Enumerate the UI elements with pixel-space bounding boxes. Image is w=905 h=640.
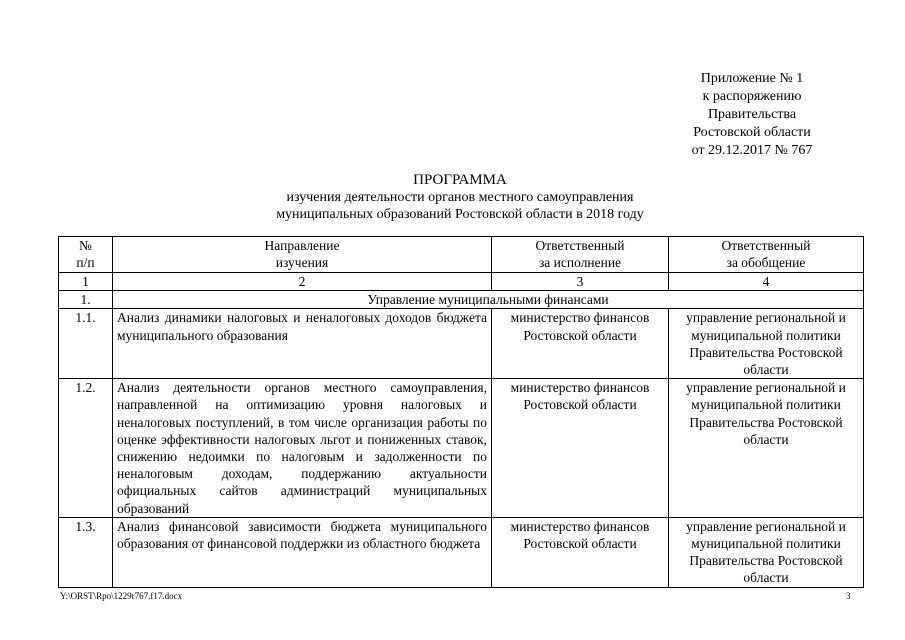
row-direction: Анализ динамики налоговых и неналоговых доходов бюджета муниципального образования xyxy=(113,309,492,379)
row-executor: министерство финансов Ростовской области xyxy=(492,379,669,518)
row-summarizer: управление региональной и муниципальной политики Правительства Ростовской области xyxy=(669,379,864,518)
row-direction: Анализ деятельности органов местного самоуправления, направленной на оптимизацию уровня налоговых и неналоговых поступлений, в том числе организация работы по оценке эффективности налоговых льгот и пониженных ставок, снижению недоимки по налоговым и задолженности по неналоговым доходам, поддержанию актуальности официальных сайтов администраций муниципальных образований xyxy=(113,379,492,518)
header-direction: Направление изучения xyxy=(113,237,492,273)
page-number: 3 xyxy=(846,591,851,601)
table-header-row xyxy=(59,237,864,273)
appendix-line: Ростовской области xyxy=(693,125,811,140)
table-row xyxy=(59,517,864,587)
row-number: 1.3. xyxy=(59,517,113,587)
header-summarizer: Ответственный за обобщение xyxy=(669,237,864,273)
title-heading: ПРОГРАММА xyxy=(413,172,507,188)
title-line-3: муниципальных образований Ростовской области в 2018 году xyxy=(276,207,644,222)
section-row xyxy=(59,291,864,309)
table-row xyxy=(59,379,864,518)
title-line-2: изучения деятельности органов местного самоуправления xyxy=(286,190,634,205)
table-row xyxy=(59,309,864,379)
program-table xyxy=(58,236,864,588)
program-title xyxy=(210,172,710,223)
row-number: 1.1. xyxy=(59,309,113,379)
row-executor: министерство финансов Ростовской области xyxy=(492,309,669,379)
row-summarizer: управление региональной и муниципальной политики Правительства Ростовской области xyxy=(669,309,864,379)
col-number-1: 1 xyxy=(59,273,113,291)
col-number-4: 4 xyxy=(669,273,864,291)
appendix-line: Приложение № 1 xyxy=(700,71,804,86)
appendix-block xyxy=(662,70,842,160)
row-summarizer: управление региональной и муниципальной политики Правительства Ростовской области xyxy=(669,517,864,587)
section-title: Управление муниципальными финансами xyxy=(113,291,864,309)
header-number: № п/п xyxy=(59,237,113,273)
appendix-line: Правительства xyxy=(707,107,797,122)
appendix-line: от 29.12.2017 № 767 xyxy=(691,143,813,158)
col-number-2: 2 xyxy=(113,273,492,291)
appendix-line: к распоряжению xyxy=(702,89,802,104)
column-number-row xyxy=(59,273,864,291)
section-number: 1. xyxy=(59,291,113,309)
row-executor: министерство финансов Ростовской области xyxy=(492,517,669,587)
row-number: 1.2. xyxy=(59,379,113,518)
footer-file-path: Y:\ORST\Rpo\1229r767.f17.docx xyxy=(60,591,183,601)
col-number-3: 3 xyxy=(492,273,669,291)
row-direction: Анализ финансовой зависимости бюджета муниципального образования от финансовой поддержки из областного бюджета xyxy=(113,517,492,587)
header-executor: Ответственный за исполнение xyxy=(492,237,669,273)
